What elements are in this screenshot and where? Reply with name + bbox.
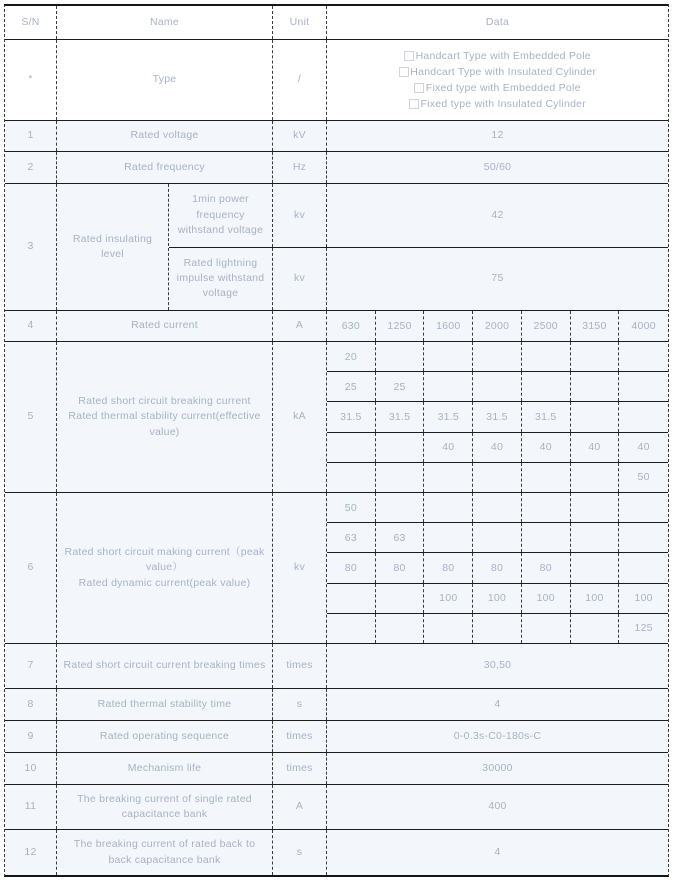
- cell-serial: 5: [5, 342, 57, 492]
- cell-subname: 1min power frequency withstand voltage: [169, 184, 273, 247]
- matrix-cell: 125: [634, 622, 653, 635]
- cell-unit: times: [273, 644, 327, 688]
- matrix-cell: [376, 463, 425, 492]
- matrix-cell: [376, 614, 425, 643]
- cell-name: Type: [57, 40, 273, 120]
- type-option-label: Fixed type with Insulated Cylinder: [420, 97, 586, 110]
- cell-value: 400: [488, 800, 507, 813]
- cell-unit: times: [273, 721, 327, 752]
- matrix-cell: 50: [327, 493, 376, 522]
- matrix-cell: [473, 342, 522, 371]
- matrix-cell: [473, 614, 522, 643]
- row-1: [5, 120, 668, 151]
- matrix-cell: [571, 553, 620, 582]
- cell-unit: A: [273, 785, 327, 829]
- matrix-cell: 25: [376, 372, 425, 401]
- matrix-cell: [424, 523, 473, 552]
- matrix-cell: 40: [424, 433, 473, 462]
- cell-serial: 10: [5, 753, 57, 784]
- rated-current-columns: [327, 311, 668, 341]
- matrix-cell: [522, 342, 571, 371]
- matrix-cell: [424, 372, 473, 401]
- cell-name: Rated voltage: [57, 121, 273, 151]
- type-option: [414, 82, 580, 95]
- matrix-cell: 40: [571, 433, 620, 462]
- matrix-cell: [424, 342, 473, 371]
- making-current-matrix: [327, 493, 668, 643]
- matrix-cell: [571, 493, 620, 522]
- matrix-cell: [619, 523, 668, 552]
- matrix-cell: [571, 342, 620, 371]
- cell-name: Rated short circuit current breaking times: [57, 644, 273, 688]
- cell-serial: 12: [5, 830, 57, 875]
- matrix-cell: [327, 463, 376, 492]
- row-3: [5, 183, 668, 310]
- matrix-cell: 80: [522, 553, 571, 582]
- matrix-cell: 31.5: [522, 402, 571, 431]
- cell-name: Rated current: [57, 311, 273, 341]
- matrix-cell: [473, 523, 522, 552]
- cell-value: 0-0.3s-C0-180s-C: [453, 729, 542, 742]
- type-option: [404, 50, 591, 63]
- cell-value: 4: [494, 697, 501, 710]
- matrix-cell: [571, 614, 620, 643]
- cell-subname: Rated lightning impulse withstand voltage: [169, 248, 273, 311]
- type-option: [399, 66, 596, 79]
- matrix-cell: [522, 493, 571, 522]
- cell-value: 12: [491, 129, 504, 142]
- cell-unit: s: [273, 830, 327, 875]
- matrix-cell: [327, 433, 376, 462]
- matrix-cell: 31.5: [327, 402, 376, 431]
- cell-unit: kV: [273, 121, 327, 151]
- cell-serial: 11: [5, 785, 57, 829]
- cell-unit: kv: [273, 184, 327, 247]
- type-option-label: Handcart Type with Embedded Pole: [415, 49, 591, 62]
- current-col-header: 2500: [522, 311, 571, 341]
- matrix-cell: 63: [327, 523, 376, 552]
- row-9: [5, 720, 668, 752]
- cell-name: The breaking current of rated back to back capacitance bank: [57, 830, 273, 875]
- matrix-cell: [424, 493, 473, 522]
- matrix-cell: 80: [473, 553, 522, 582]
- cell-name: Rated thermal stability time: [57, 689, 273, 720]
- cell-value: 30000: [482, 761, 513, 774]
- matrix-cell: 25: [327, 372, 376, 401]
- cell-name: Rated insulating level: [57, 184, 169, 310]
- type-option-label: Fixed type with Embedded Pole: [425, 81, 581, 94]
- insulating-level-subrows: [169, 184, 668, 310]
- checkbox-icon[interactable]: [404, 51, 414, 61]
- matrix-cell: [571, 372, 620, 401]
- type-option: [409, 98, 586, 111]
- matrix-cell: 31.5: [424, 402, 473, 431]
- current-col-header: 1250: [376, 311, 425, 341]
- name-line: Rated thermal stability current(effective value): [68, 410, 261, 438]
- row-8: [5, 688, 668, 720]
- cell-serial: *: [5, 40, 57, 120]
- column-header-name: Name: [57, 6, 273, 39]
- matrix-cell: 31.5: [376, 402, 425, 431]
- matrix-cell: 100: [473, 584, 522, 613]
- matrix-cell: 80: [424, 553, 473, 582]
- column-header-sn: S/N: [5, 6, 57, 39]
- cell-name: The breaking current of single rated capacitance bank: [57, 785, 273, 829]
- matrix-cell: [327, 614, 376, 643]
- cell-name: Mechanism life: [57, 753, 273, 784]
- matrix-cell: [376, 584, 425, 613]
- matrix-cell: [571, 523, 620, 552]
- cell-unit: kv: [273, 493, 327, 643]
- cell-name: Rated frequency: [57, 152, 273, 183]
- header-row: [5, 6, 668, 39]
- matrix-cell: [473, 463, 522, 492]
- matrix-cell: [619, 402, 668, 431]
- cell-serial: 2: [5, 152, 57, 183]
- name-line: Rated short circuit making current（peak value）: [64, 546, 265, 574]
- matrix-cell: 100: [424, 584, 473, 613]
- matrix-cell: 31.5: [473, 402, 522, 431]
- cell-value: 4: [494, 845, 501, 858]
- cell-value: 42: [491, 208, 504, 221]
- matrix-cell: [571, 402, 620, 431]
- subrow-lightning-impulse: [169, 247, 668, 311]
- subrow-power-frequency: [169, 184, 668, 247]
- cell-value: 50/60: [483, 160, 512, 173]
- matrix-cell: 40: [473, 433, 522, 462]
- cell-unit: kA: [273, 342, 327, 492]
- current-col-header: 3150: [571, 311, 620, 341]
- matrix-cell: [522, 372, 571, 401]
- matrix-cell: [619, 493, 668, 522]
- cell-serial: 8: [5, 689, 57, 720]
- matrix-cell: [522, 523, 571, 552]
- matrix-cell: 100: [634, 592, 653, 605]
- matrix-cell: [473, 493, 522, 522]
- type-option-label: Handcart Type with Insulated Cylinder: [410, 65, 597, 78]
- cell-unit: s: [273, 689, 327, 720]
- matrix-cell: [571, 463, 620, 492]
- type-options: [327, 40, 668, 120]
- row-10: [5, 752, 668, 784]
- cell-serial: 7: [5, 644, 57, 688]
- cell-unit: /: [273, 40, 327, 120]
- current-col-header: 1600: [424, 311, 473, 341]
- row-2: [5, 151, 668, 183]
- current-col-header: 4000: [631, 320, 656, 332]
- matrix-cell: [522, 614, 571, 643]
- cell-unit: times: [273, 753, 327, 784]
- matrix-cell: [619, 342, 668, 371]
- cell-unit: Hz: [273, 152, 327, 183]
- cell-value: 75: [491, 272, 504, 285]
- matrix-cell: [473, 372, 522, 401]
- cell-name: Rated operating sequence: [57, 721, 273, 752]
- row-5: [5, 341, 668, 492]
- cell-serial: 3: [5, 184, 57, 310]
- matrix-cell: 100: [571, 584, 620, 613]
- cell-name: [57, 342, 273, 492]
- matrix-cell: [327, 584, 376, 613]
- cell-serial: 1: [5, 121, 57, 151]
- row-6: [5, 492, 668, 643]
- matrix-cell: 20: [327, 342, 376, 371]
- spec-table: [4, 4, 669, 877]
- matrix-cell: 40: [522, 433, 571, 462]
- matrix-cell: 80: [327, 553, 376, 582]
- row-7: [5, 643, 668, 688]
- matrix-cell: [522, 463, 571, 492]
- matrix-cell: [619, 372, 668, 401]
- matrix-cell: [376, 342, 425, 371]
- row-11: [5, 784, 668, 829]
- cell-serial: 6: [5, 493, 57, 643]
- cell-serial: 9: [5, 721, 57, 752]
- row-4: [5, 310, 668, 341]
- matrix-cell: 100: [522, 584, 571, 613]
- matrix-cell: [424, 614, 473, 643]
- current-col-header: 630: [327, 311, 376, 341]
- cell-name: [57, 493, 273, 643]
- matrix-cell: [376, 433, 425, 462]
- matrix-cell: 50: [637, 471, 650, 484]
- checkbox-icon[interactable]: [414, 83, 424, 93]
- column-header-unit: Unit: [273, 6, 327, 39]
- breaking-current-matrix: [327, 342, 668, 492]
- cell-value: 30,50: [483, 659, 512, 672]
- matrix-cell: [376, 493, 425, 522]
- current-col-header: 2000: [473, 311, 522, 341]
- cell-unit: kv: [273, 248, 327, 311]
- cell-serial: 4: [5, 311, 57, 341]
- matrix-cell: 63: [376, 523, 425, 552]
- checkbox-icon[interactable]: [409, 99, 419, 109]
- column-header-data: Data: [485, 15, 510, 28]
- matrix-cell: 40: [637, 441, 650, 454]
- matrix-cell: [424, 463, 473, 492]
- name-line: Rated short circuit breaking current: [78, 395, 251, 408]
- matrix-cell: 80: [376, 553, 425, 582]
- checkbox-icon[interactable]: [399, 67, 409, 77]
- row-12: [5, 829, 668, 875]
- cell-unit: A: [273, 311, 327, 341]
- row-type: [5, 39, 668, 120]
- name-line: Rated dynamic current(peak value): [78, 576, 251, 589]
- matrix-cell: [619, 553, 668, 582]
